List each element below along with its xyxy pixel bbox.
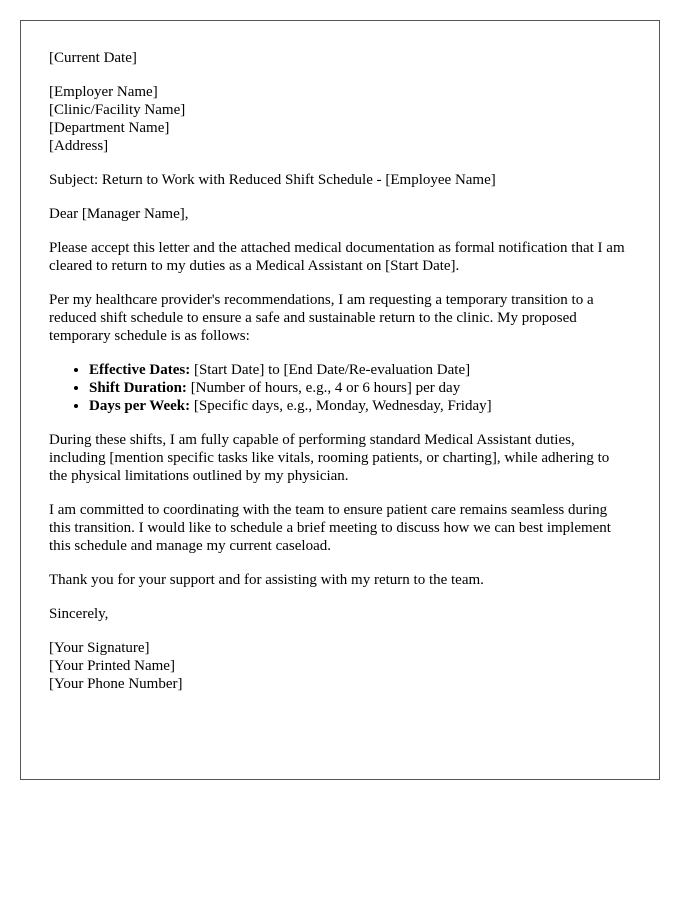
department-name: [Department Name] [49,120,170,136]
signature: [Your Signature] [49,640,150,656]
schedule-value: [Specific days, e.g., Monday, Wednesday, Friday] [190,398,492,414]
paragraph-capabilities: During these shifts, I am fully capable of performing standard Medical Assistant duties, including [mention specific tasks like vitals, rooming patients, or charting], while adhering to the physical limitations outlined by my physician. [49,432,610,484]
current-date: [Current Date] [49,50,137,66]
list-item [89,379,631,397]
list-item [89,397,631,415]
phone-number: [Your Phone Number] [49,676,183,692]
schedule-label: Effective Dates: [89,362,191,378]
letter-page [20,20,660,780]
schedule-value: [Number of hours, e.g., 4 or 6 hours] per day [186,380,461,396]
closing: Sincerely, [49,606,109,622]
schedule-label: Days per Week: [89,398,191,414]
paragraph-coordination: I am committed to coordinating with the team to ensure patient care remains seamless during this transition. I would like to schedule a brief meeting to discuss how we can best implement this schedule and manage my current caseload. [49,502,611,554]
schedule-value: [Start Date] to [End Date/Re-evaluation Date] [190,362,471,378]
employer-name: [Employer Name] [49,84,158,100]
recipient-address-block [49,83,631,155]
schedule-list [49,361,631,415]
salutation: Dear [Manager Name], [49,206,189,222]
signature-block [49,639,631,693]
paragraph-clearance: Please accept this letter and the attached medical documentation as formal notification that I am cleared to return to my duties as a Medical Assistant on [Start Date]. [49,240,625,274]
paragraph-request: Per my healthcare provider's recommendations, I am requesting a temporary transition to a reduced shift schedule to ensure a safe and sustainable return to the clinic. My proposed temporary schedule is as follows: [49,292,594,344]
paragraph-thanks: Thank you for your support and for assisting with my return to the team. [49,572,484,588]
date-block [49,49,631,67]
facility-name: [Clinic/Facility Name] [49,102,186,118]
printed-name: [Your Printed Name] [49,658,175,674]
list-item [89,361,631,379]
address: [Address] [49,138,109,154]
schedule-label: Shift Duration: [89,380,187,396]
subject-line: Subject: Return to Work with Reduced Shift Schedule - [Employee Name] [49,172,496,188]
